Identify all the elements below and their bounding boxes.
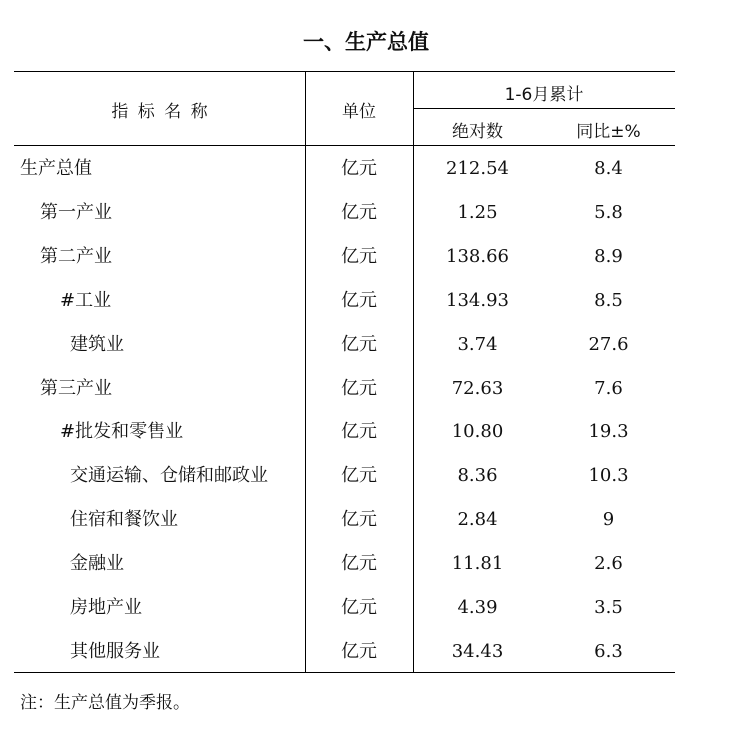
row-value: 72.63	[451, 377, 504, 399]
row-name: 第三产业	[40, 377, 112, 399]
row-unit: 亿元	[341, 201, 377, 223]
row-yoy: 10.3	[588, 465, 629, 487]
row-yoy: 7.6	[594, 377, 623, 399]
header-yoy: 同比±%	[576, 122, 641, 142]
row-yoy: 19.3	[588, 421, 629, 443]
row-unit: 亿元	[341, 333, 377, 355]
header-split-rule	[413, 108, 675, 109]
row-value: 10.80	[451, 421, 504, 443]
table-row	[14, 542, 675, 586]
table-row	[14, 235, 675, 279]
table-row	[14, 191, 675, 235]
table-row	[14, 147, 675, 191]
row-name: 房地产业	[70, 597, 142, 618]
row-unit: 亿元	[341, 245, 377, 267]
header-indicator: 指 标 名 称	[111, 102, 208, 122]
row-unit: 亿元	[341, 553, 377, 575]
row-name: 建筑业	[70, 333, 124, 355]
row-unit: 亿元	[341, 421, 377, 443]
row-yoy: 8.4	[594, 158, 623, 179]
row-unit: 亿元	[341, 640, 377, 662]
table-row	[14, 410, 675, 454]
row-value: 138.66	[446, 245, 509, 267]
row-yoy: 9	[602, 509, 615, 531]
header-bottom-rule	[14, 145, 675, 146]
row-yoy: 8.9	[594, 245, 623, 267]
header-absolute: 绝对数	[452, 122, 503, 142]
row-yoy: 27.6	[588, 333, 629, 355]
row-name: 其他服务业	[70, 640, 160, 662]
row-name: 第二产业	[40, 245, 112, 267]
table-row	[14, 367, 675, 411]
row-unit: 亿元	[341, 158, 377, 179]
row-name: 生产总值	[20, 158, 92, 179]
row-name: 住宿和餐饮业	[70, 509, 178, 531]
header-period: 1-6月累计	[504, 85, 584, 105]
row-value: 4.39	[457, 597, 498, 618]
table-row	[14, 586, 675, 630]
row-name: #批发和零售业	[60, 421, 184, 443]
row-unit: 亿元	[341, 465, 377, 487]
row-value: 134.93	[446, 289, 509, 311]
row-value: 8.36	[457, 465, 498, 487]
row-value: 3.74	[457, 333, 498, 355]
row-yoy: 8.5	[594, 289, 623, 311]
row-unit: 亿元	[341, 509, 377, 531]
row-value: 212.54	[446, 158, 509, 179]
row-name: #工业	[60, 289, 112, 311]
row-name: 交通运输、仓储和邮政业	[70, 465, 268, 487]
header-unit: 单位	[342, 102, 376, 122]
row-unit: 亿元	[341, 377, 377, 399]
row-yoy: 6.3	[594, 640, 623, 662]
table-row	[14, 498, 675, 542]
row-name: 第一产业	[40, 201, 112, 223]
row-name: 金融业	[70, 553, 124, 575]
table-row	[14, 279, 675, 323]
table-row	[14, 630, 675, 674]
row-unit: 亿元	[341, 289, 377, 311]
page-title: 一、生产总值	[303, 30, 429, 54]
footnote: 注：生产总值为季报。	[20, 693, 190, 713]
table-top-rule	[14, 71, 675, 72]
row-value: 1.25	[457, 201, 498, 223]
row-value: 2.84	[457, 509, 498, 531]
row-yoy: 3.5	[594, 597, 623, 618]
row-value: 11.81	[451, 553, 504, 575]
table-row	[14, 454, 675, 498]
row-yoy: 2.6	[594, 553, 623, 575]
table-row	[14, 323, 675, 367]
row-value: 34.43	[451, 640, 504, 662]
row-unit: 亿元	[341, 597, 377, 618]
row-yoy: 5.8	[594, 201, 623, 223]
